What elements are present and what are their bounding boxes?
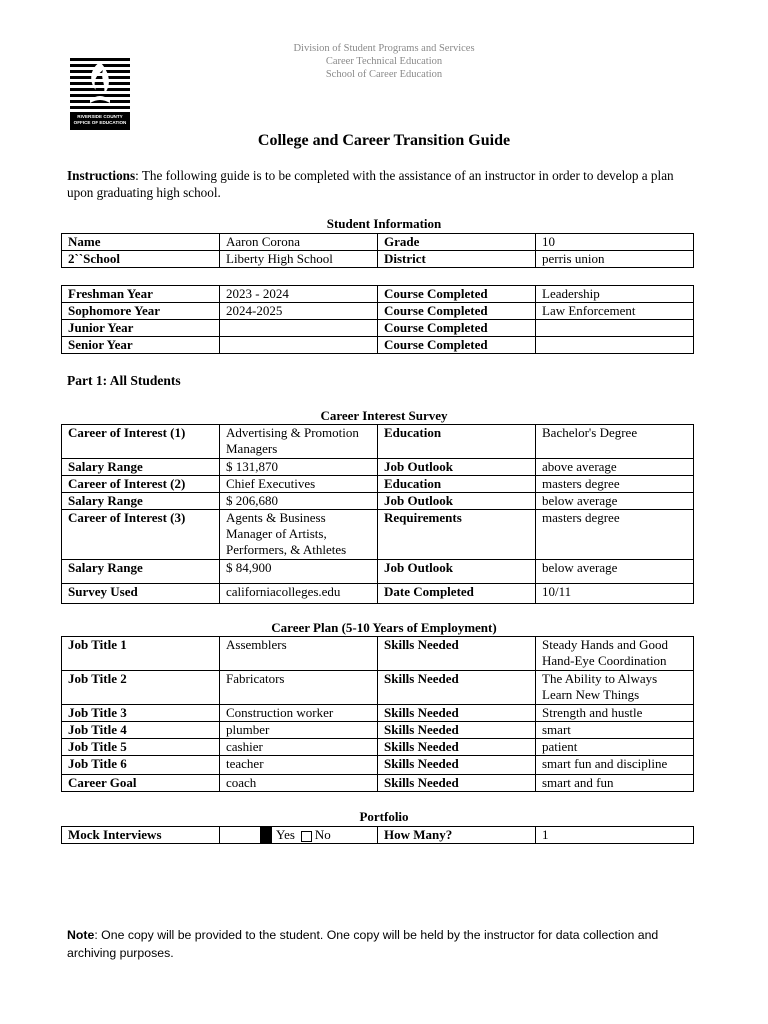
- salary-value: $ 206,680: [220, 493, 378, 510]
- table-row: [62, 286, 694, 303]
- career-goal-label: Career Goal: [62, 775, 220, 792]
- year-value: 2024-2025: [220, 303, 378, 320]
- year-value: 2023 - 2024: [220, 286, 378, 303]
- career-goal-value: coach: [220, 775, 378, 792]
- table-row: [62, 671, 694, 705]
- table-row: [62, 510, 694, 560]
- mock-interviews-label: Mock Interviews: [62, 827, 220, 844]
- document-header: [0, 42, 768, 81]
- note-text: : One copy will be provided to the student. One copy will be held by the instructor for data collection and archiving purposes.: [67, 928, 659, 960]
- student-info-table: [61, 233, 694, 268]
- school-value: Liberty High School: [220, 251, 378, 268]
- grade-label: Grade: [378, 234, 536, 251]
- skills-value: smart and fun: [536, 775, 694, 792]
- date-completed-label: Date Completed: [378, 584, 536, 604]
- career-value: Chief Executives: [220, 476, 378, 493]
- instructions: [67, 168, 697, 201]
- education-value: Bachelor's Degree: [536, 425, 694, 459]
- header-line-3: School of Career Education: [325, 69, 443, 80]
- header-line-2: Career Technical Education: [325, 56, 443, 67]
- course-value: [536, 337, 694, 354]
- skills-value: The Ability to Always Learn New Things: [536, 671, 694, 705]
- job-title-value: cashier: [220, 739, 378, 756]
- career-value: Advertising & Promotion Managers: [220, 425, 378, 459]
- table-row: [62, 303, 694, 320]
- name-label: Name: [62, 234, 220, 251]
- how-many-label: How Many?: [378, 827, 536, 844]
- year-label: Sophomore Year: [62, 303, 220, 320]
- job-title-value: Fabricators: [220, 671, 378, 705]
- salary-label: Salary Range: [62, 560, 220, 584]
- salary-label: Salary Range: [62, 493, 220, 510]
- table-row: [62, 827, 694, 844]
- year-label: Senior Year: [62, 337, 220, 354]
- course-label: Course Completed: [378, 303, 536, 320]
- table-row: [62, 584, 694, 604]
- education-label: Education: [378, 425, 536, 459]
- outlook-value: below average: [536, 560, 694, 584]
- date-completed-value: 10/11: [536, 584, 694, 604]
- table-row: [62, 637, 694, 671]
- salary-value: $ 131,870: [220, 459, 378, 476]
- portfolio-caption: Portfolio: [359, 809, 409, 824]
- table-row: [62, 739, 694, 756]
- no-checkbox[interactable]: [301, 831, 312, 842]
- course-label: Course Completed: [378, 286, 536, 303]
- grade-value: 10: [536, 234, 694, 251]
- skills-label: Skills Needed: [378, 775, 536, 792]
- skills-label: Skills Needed: [378, 722, 536, 739]
- job-title-label: Job Title 6: [62, 756, 220, 775]
- years-table: [61, 285, 694, 354]
- career-survey-table: [61, 424, 694, 604]
- job-title-value: teacher: [220, 756, 378, 775]
- course-value: Leadership: [536, 286, 694, 303]
- note-label: Note: [67, 928, 95, 942]
- header-line-1: Division of Student Programs and Services: [293, 43, 475, 54]
- job-title-value: Assemblers: [220, 637, 378, 671]
- district-value: perris union: [536, 251, 694, 268]
- skills-label: Skills Needed: [378, 637, 536, 671]
- student-info-caption: Student Information: [326, 216, 442, 231]
- career-plan-table: [61, 636, 694, 792]
- course-value: [536, 320, 694, 337]
- table-row: [62, 722, 694, 739]
- career-plan-caption: Career Plan (5-10 Years of Employment): [271, 620, 497, 635]
- outlook-label: Job Outlook: [378, 560, 536, 584]
- footer-note: [67, 926, 707, 962]
- job-title-label: Job Title 1: [62, 637, 220, 671]
- instructions-label: Instructions: [67, 168, 136, 183]
- skills-value: patient: [536, 739, 694, 756]
- table-row: [62, 425, 694, 459]
- table-row: [62, 756, 694, 775]
- job-title-value: plumber: [220, 722, 378, 739]
- survey-used-value: californiacolleges.edu: [220, 584, 378, 604]
- table-row: [62, 560, 694, 584]
- table-row: [62, 337, 694, 354]
- job-title-label: Job Title 4: [62, 722, 220, 739]
- course-value: Law Enforcement: [536, 303, 694, 320]
- mock-interviews-options: [220, 827, 378, 844]
- part-1-heading: Part 1: All Students: [67, 373, 181, 388]
- name-value: Aaron Corona: [220, 234, 378, 251]
- job-title-value: Construction worker: [220, 705, 378, 722]
- outlook-label: Job Outlook: [378, 459, 536, 476]
- skills-label: Skills Needed: [378, 705, 536, 722]
- career-label: Career of Interest (1): [62, 425, 220, 459]
- requirements-value: masters degree: [536, 510, 694, 560]
- skills-value: Strength and hustle: [536, 705, 694, 722]
- table-row: [62, 775, 694, 792]
- year-value: [220, 320, 378, 337]
- career-label: Career of Interest (3): [62, 510, 220, 560]
- career-value: Agents & Business Manager of Artists, Performers, & Athletes: [220, 510, 378, 560]
- skills-label: Skills Needed: [378, 739, 536, 756]
- job-title-label: Job Title 5: [62, 739, 220, 756]
- skills-value: Steady Hands and Good Hand-Eye Coordination: [536, 637, 694, 671]
- yes-label: Yes: [276, 827, 295, 842]
- table-row: [62, 320, 694, 337]
- course-label: Course Completed: [378, 337, 536, 354]
- logo-text-line-2: OFFICE OF EDUCATION: [73, 120, 127, 125]
- year-label: Junior Year: [62, 320, 220, 337]
- skills-value: smart: [536, 722, 694, 739]
- instructions-text: : The following guide is to be completed with the assistance of an instructor in order to develop a plan upon graduating high school.: [67, 168, 674, 200]
- how-many-value: 1: [536, 827, 694, 844]
- skills-value: smart fun and discipline: [536, 756, 694, 775]
- district-label: District: [378, 251, 536, 268]
- requirements-label: Requirements: [378, 510, 536, 560]
- skills-label: Skills Needed: [378, 671, 536, 705]
- outlook-label: Job Outlook: [378, 493, 536, 510]
- education-label: Education: [378, 476, 536, 493]
- table-row: [62, 459, 694, 476]
- table-row: [62, 493, 694, 510]
- salary-value: $ 84,900: [220, 560, 378, 584]
- career-survey-caption: Career Interest Survey: [320, 408, 448, 423]
- salary-label: Salary Range: [62, 459, 220, 476]
- education-value: masters degree: [536, 476, 694, 493]
- portfolio-table: [61, 826, 694, 844]
- outlook-value: above average: [536, 459, 694, 476]
- no-label: No: [314, 827, 331, 842]
- year-label: Freshman Year: [62, 286, 220, 303]
- logo-text-line-1: RIVERSIDE COUNTY: [77, 114, 123, 119]
- outlook-value: below average: [536, 493, 694, 510]
- survey-used-label: Survey Used: [62, 584, 220, 604]
- yes-checkbox[interactable]: [260, 827, 272, 843]
- course-label: Course Completed: [378, 320, 536, 337]
- table-row: [62, 251, 694, 268]
- year-value: [220, 337, 378, 354]
- job-title-label: Job Title 2: [62, 671, 220, 705]
- school-label: 2``School: [62, 251, 220, 268]
- job-title-label: Job Title 3: [62, 705, 220, 722]
- table-row: [62, 705, 694, 722]
- document-title: College and Career Transition Guide: [257, 132, 511, 149]
- table-row: [62, 234, 694, 251]
- career-label: Career of Interest (2): [62, 476, 220, 493]
- skills-label: Skills Needed: [378, 756, 536, 775]
- table-row: [62, 476, 694, 493]
